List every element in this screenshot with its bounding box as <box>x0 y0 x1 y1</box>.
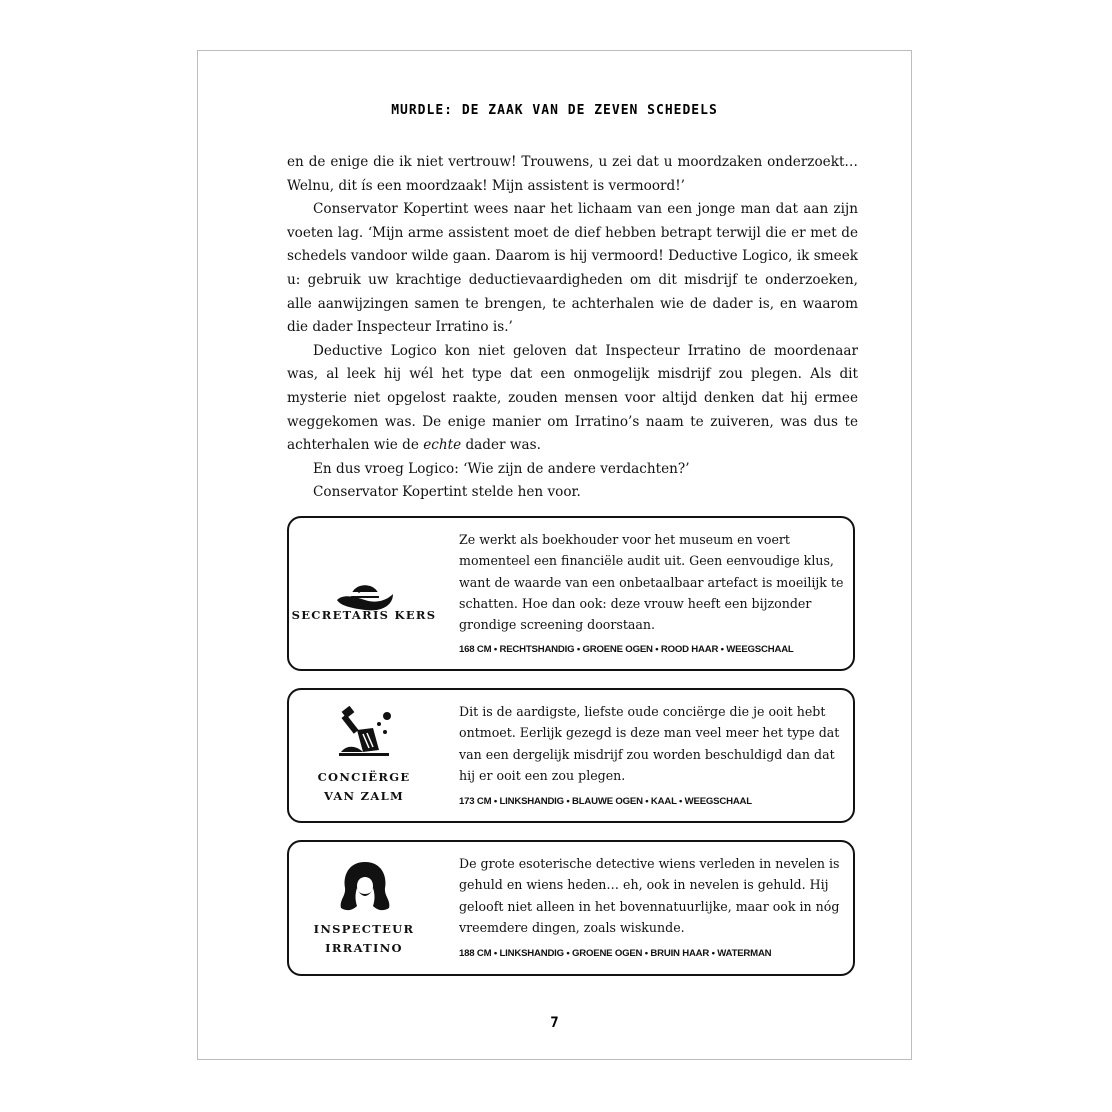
suspect-name <box>289 606 439 625</box>
body-text <box>287 151 858 505</box>
paragraph-5: Conservator Kopertint stelde hen voor. <box>313 484 581 501</box>
paragraph-3-emphasis: echte <box>423 437 462 454</box>
suspect-name <box>289 768 439 806</box>
suspect-stats: 168 CM • RECHTSHANDIG • GROENE OGEN • ROOD HAAR • WEEGSCHAAL <box>459 644 794 655</box>
suspect-stats: 173 CM • LINKSHANDIG • BLAUWE OGEN • KAAL • WEEGSCHAAL <box>459 796 752 807</box>
paragraph-3-end: dader was. <box>461 437 541 454</box>
long-hair-icon <box>333 860 397 912</box>
suspect-name-line-1: INSPECTEUR <box>313 922 415 936</box>
suspect-card-inspecteur-irratino <box>287 840 855 976</box>
suspect-card-concierge-van-zalm <box>287 688 855 823</box>
paragraph-4: En dus vroeg Logico: ‘Wie zijn de andere verdachten?’ <box>313 460 690 477</box>
paragraph-3-text: Deductive Logico kon niet geloven dat Inspecteur Irratino de moordenaar was, al leek hij wél het type dat een onmogelijk misdrijf zou plegen. Als dit mysterie niet opgelost raakte, zouden mensen voor altijd denken dat hij ermee weggekomen was. De enige manier om Irratino’s naam te zuiveren, was dus te achterhalen wie de <box>287 342 858 454</box>
page-number: 7 <box>550 1015 559 1031</box>
suspect-name <box>289 920 439 958</box>
suspect-name-line-1: SECRETARIS KERS <box>291 608 437 622</box>
mop-icon <box>333 706 397 758</box>
suspect-stats: 188 CM • LINKSHANDIG • GROENE OGEN • BRUIN HAAR • WATERMAN <box>459 948 772 959</box>
suspect-name-line-2: VAN ZALM <box>323 789 404 803</box>
suspect-name-line-2: IRRATINO <box>325 941 403 955</box>
book-page <box>197 50 912 1060</box>
suspect-name-line-1: CONCIËRGE <box>317 770 411 784</box>
suspect-identity <box>289 518 439 669</box>
suspect-card-secretaris-kers <box>287 516 855 671</box>
suspect-description: Ze werkt als boekhouder voor het museum en voert momenteel een financiële audit uit. Geen eenvoudige klus, want de waarde van een onbetaalbaar artefact is moeilijk te schatten. Hoe dan ook: deze vrouw heeft een bijzonder grondige screening doorstaan. <box>459 532 844 633</box>
paragraph-1: en de enige die ik niet vertrouw! Trouwens, u zei dat u moordzaken onderzoekt… Welnu, dit ís een moordzaak! Mijn assistent is vermoord!’ <box>287 154 858 194</box>
paragraph-2: Conservator Kopertint wees naar het lichaam van een jonge man dat aan zijn voeten lag. ‘Mijn arme assistent moet de dief hebben betrapt terwijl die er met de schedels vandoor wilde gaan. Daarom is hij vermoord! Deductive Logico, ik smeek u: gebruik uw krachtige deductievaardigheden om dit misdrijf te onderzoeken, alle aanwijzingen samen te brengen, te achterhalen wie de dader is, en waarom die dader Inspecteur Irratino is.’ <box>287 201 858 336</box>
running-header: MURDLE: DE ZAAK VAN DE ZEVEN SCHEDELS <box>391 103 718 118</box>
suspect-description: Dit is de aardigste, liefste oude conciërge die je ooit hebt ontmoet. Eerlijk gezegd is deze man veel meer het type dat van een dergelijk misdrijf zou worden beschuldigd dan dat hij er ooit een zou plegen. <box>459 704 840 783</box>
paragraph-3 <box>287 340 858 458</box>
suspect-description: De grote esoterische detective wiens verleden in nevelen is gehuld en wiens heden… eh, ook in nevelen is gehuld. Hij gelooft niet alleen in het bovennatuurlijke, maar ook in nóg vreemdere dingen, zoals wiskunde. <box>459 856 840 935</box>
suspect-identity <box>289 842 439 974</box>
suspect-identity <box>289 690 439 821</box>
